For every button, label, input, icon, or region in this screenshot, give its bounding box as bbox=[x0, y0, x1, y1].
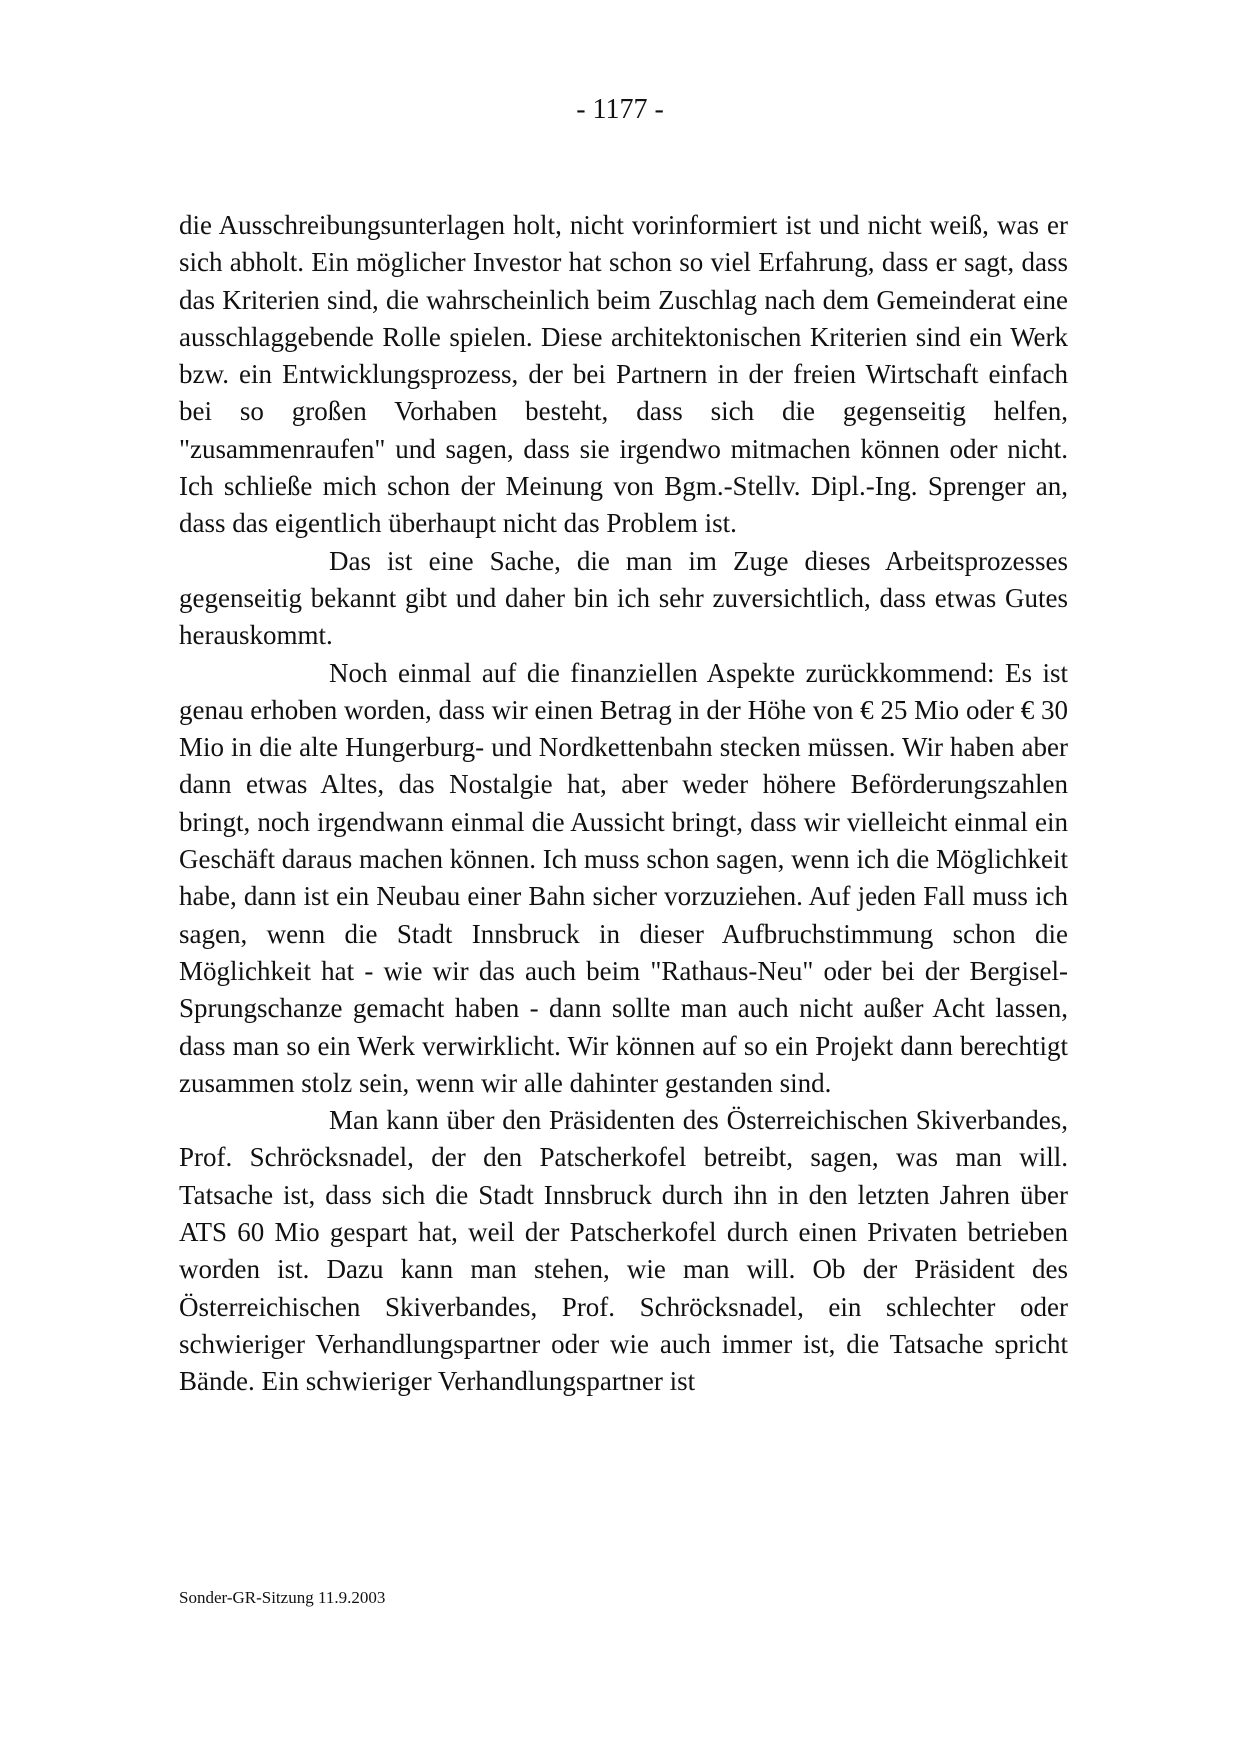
footer-session-label: Sonder-GR-Sitzung 11.9.2003 bbox=[179, 1588, 386, 1607]
page-number: - 1177 - bbox=[576, 94, 664, 125]
body-text bbox=[179, 207, 1068, 1401]
paragraph: Noch einmal auf die finanziellen Aspekte zurückkommend: Es ist genau erhoben worden, dass wir einen Betrag in der Höhe von € 25 Mio oder € 30 Mio in die alte Hungerburg- und Nordkettenbahn stecken müssen. Wir haben aber dann etwas Altes, das Nostalgie hat, aber weder höhere Beförderungszahlen bringt, noch irgendwann einmal die Aussicht bringt, dass wir vielleicht einmal ein Geschäft daraus machen können. Ich muss schon sagen, wenn ich die Möglichkeit habe, dann ist ein Neubau einer Bahn sicher vorzuziehen. Auf jeden Fall muss ich sagen, wenn die Stadt Innsbruck in dieser Aufbruchstimmung schon die Möglichkeit hat - wie wir das auch beim "Rathaus-Neu" oder bei der Bergisel-Sprungschanze gemacht haben - dann sollte man auch nicht außer Acht lassen, dass man so ein Werk verwirklicht. Wir können auf so ein Projekt dann berechtigt zusammen stolz sein, wenn wir alle dahinter gestanden sind. bbox=[179, 657, 1068, 1098]
paragraph: die Ausschreibungsunterlagen holt, nicht vorinformiert ist und nicht weiß, was er sich abholt. Ein möglicher Investor hat schon so viel Erfahrung, dass er sagt, dass das Kriterien sind, die wahrscheinlich beim Zuschlag nach dem Gemeinderat eine ausschlaggebende Rolle spielen. Diese architektonischen Kriterien sind ein Werk bzw. ein Entwicklungsprozess, der bei Partnern in der freien Wirtschaft einfach bei so großen Vorhaben besteht, dass sich die gegenseitig helfen, "zusammenraufen" und sagen, dass sie irgendwo mitmachen können oder nicht. Ich schließe mich schon der Meinung von Bgm.-Stellv. Dipl.-Ing. Sprenger an, dass das eigentlich überhaupt nicht das Problem ist. bbox=[179, 210, 1068, 539]
paragraph: Das ist eine Sache, die man im Zuge dieses Arbeitsprozesses gegenseitig bekannt gibt und daher bin ich sehr zuversichtlich, dass etwas Gutes herauskommt. bbox=[179, 545, 1068, 651]
paragraph: Man kann über den Präsidenten des Österreichischen Skiverbandes, Prof. Schröcksnadel, der den Patscherkofel betreibt, sagen, was man will. Tatsache ist, dass sich die Stadt Innsbruck durch ihn in den letzten Jahren über ATS 60 Mio gespart hat, weil der Patscherkofel durch einen Privaten betrieben worden ist. Dazu kann man stehen, wie man will. Ob der Präsident des Österreichischen Skiverbandes, Prof. Schröcksnadel, ein schlechter oder schwieriger Verhandlungspartner oder wie auch immer ist, die Tatsache spricht Bände. Ein schwieriger Verhandlungspartner ist bbox=[179, 1105, 1068, 1397]
